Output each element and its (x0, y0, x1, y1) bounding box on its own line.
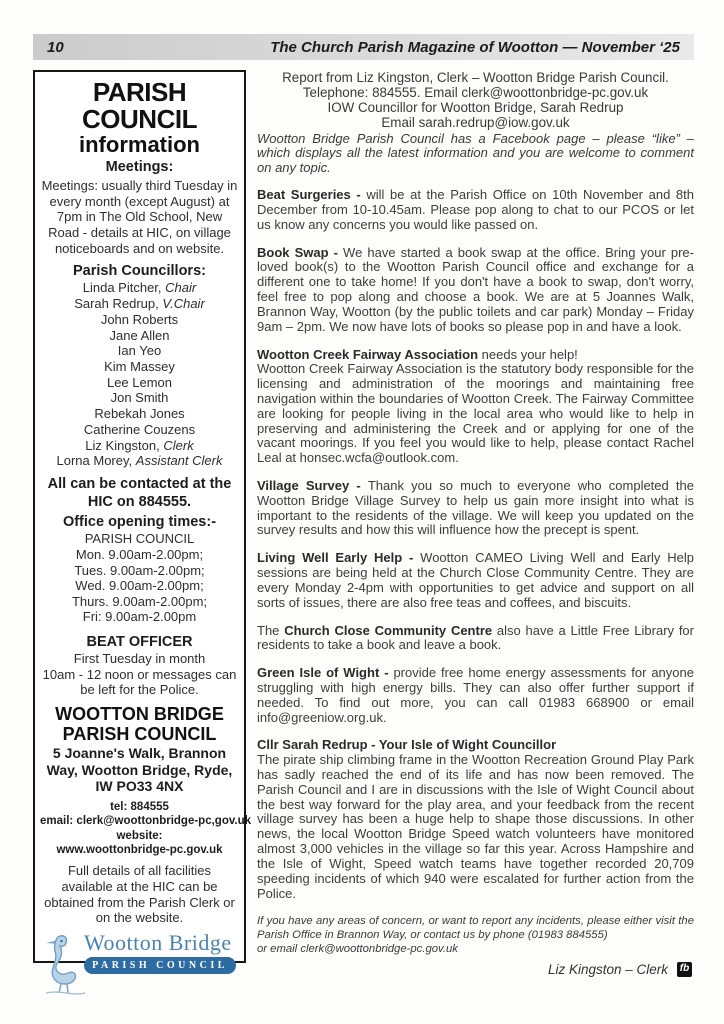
beat-officer-line: First Tuesday in month (73, 651, 206, 667)
section-living-well (257, 551, 694, 610)
councillors-heading: Parish Councillors: (73, 263, 206, 280)
footer-note-line2: or email clerk@woottonbridge-pc.gov.uk (257, 942, 458, 955)
section-cllr-redrup (257, 738, 694, 901)
org-website-label: website: (116, 829, 163, 842)
heron-icon (43, 931, 87, 1000)
org-tel: tel: 884555 (110, 800, 169, 813)
councillor-row: Lee Lemon (106, 374, 173, 390)
section-body: provide free home energy assessments for anyone struggling with high energy bills. They can also offer further support if needed. To find out more, you can call 01983 668900 or email info@greeniow.org.uk. (257, 665, 694, 725)
report-header-line: Email sarah.redrup@iow.gov.uk (381, 115, 570, 131)
facebook-note: Wootton Bridge Parish Council has a Facebook page – please “like” – which displays all the latest information and you are welcome to comment on any topic. (257, 130, 694, 175)
sidebar-title-line1: PARISH COUNCIL (82, 77, 197, 135)
beat-officer-heading: BEAT OFFICER (86, 633, 193, 650)
section-lead: Beat Surgeries - (257, 187, 367, 203)
report-header-line: Report from Liz Kingston, Clerk – Wootton Bridge Parish Council. (282, 70, 669, 85)
section-beat-surgeries (257, 188, 694, 232)
section-lead: Book Swap - (257, 244, 344, 260)
org-email: email: clerk@woottonbridge-pc,gov.uk (40, 815, 251, 828)
councillor-row: Ian Yeo (117, 343, 162, 359)
org-address: 5 Joanne's Walk, Brannon Way, Wootton Bridge, Ryde, IW PO33 4NX (46, 745, 233, 795)
parish-council-logo (40, 931, 239, 995)
section-fairway-association (257, 348, 694, 467)
section-green-isle (257, 666, 694, 725)
councillor-row: Lorna Morey, Assistant Clerk (56, 453, 223, 469)
section-book-swap (257, 246, 694, 335)
office-time-row: Fri: 9.00am-2.00pm (82, 609, 197, 625)
report-header-line: IOW Councillor for Wootton Bridge, Sarah Redrup (327, 100, 624, 116)
full-details-note: Full details of all facilities available at the HIC can be obtained from the Parish Clerk or on the website. (44, 863, 235, 926)
contact-note: All can be contacted at the HIC on 884555. (47, 476, 232, 511)
councillor-row: Linda Pitcher, Chair (82, 280, 197, 296)
org-name: WOOTTON BRIDGE PARISH COUNCIL (55, 703, 224, 744)
office-time-row: Mon. 9.00am-2.00pm; (75, 546, 204, 562)
section-heading-line: Wootton Creek Fairway Association needs your help! (257, 346, 578, 362)
section-village-survey (257, 479, 694, 538)
councillor-row: Liz Kingston, Clerk (85, 437, 194, 453)
councillor-row: Sarah Redrup, V.Chair (74, 296, 205, 312)
meetings-heading: Meetings: (105, 159, 174, 176)
footer-note-line1: If you have any areas of concern, or want to report any incidents, please either visit the Parish Office in Brannon Way, or contact us by phone (01983 884555) (257, 915, 694, 942)
page-number: 10 (47, 38, 64, 56)
section-body: Thank you so much to everyone who completed the Wootton Bridge Village Survey to help us gain more insight into what is important to the residents of the village. We will keep you updated on the survey results and how this will influence how the precept is spent. (257, 478, 694, 538)
office-time-row: Thurs. 9.00am-2.00pm; (71, 593, 208, 609)
signature-row (257, 962, 694, 977)
councillor-row: Jane Allen (109, 327, 170, 343)
section-community-centre: The Church Close Community Centre also have a Little Free Library for residents to take a book and leave a book. (257, 622, 694, 653)
sidebar-title-line2: information (79, 132, 200, 158)
councillor-row: John Roberts (100, 311, 179, 327)
section-heading: Cllr Sarah Redrup - Your Isle of Wight Councillor (257, 737, 557, 753)
office-label: PARISH COUNCIL (84, 531, 195, 547)
beat-officer-line: 10am - 12 noon or messages can be left for the Police. (42, 666, 237, 698)
report-column (257, 70, 694, 977)
section-lead: Green Isle of Wight - (257, 665, 394, 681)
councillor-row: Kim Massey (104, 358, 175, 374)
parish-council-info-box (33, 70, 251, 972)
section-body: The pirate ship climbing frame in the Wootton Recreation Ground Play Park has sadly reached the end of its life and has now been removed. The Parish Council and I are in discussions with the Isle of Wight Council about the best way forward for the play area, and your feedback from the recent village survey has been a huge help to shape those discussions. In other news, the local Wootton Bridge Speed watch volunteers have monitored almost 3,000 vehicles in the village so far this year. Across Hampshire and the Isle of Wight, Speed watch teams have together recorded 20,709 speeding incidents of which 940 were escalated for further action from the Police. (257, 752, 694, 901)
magazine-title: The Church Parish Magazine of Wootton — November ‘25 (270, 38, 680, 56)
councillor-row: Jon Smith (110, 390, 169, 406)
councillor-row: Rebekah Jones (94, 406, 185, 422)
section-body: We have started a book swap at the office. Bring your pre-loved book(s) to the Wootton Parish Council office and exchange for a different one to take home! If you don't have a book to swap, don't worry, feel free to pop along and choose a book. We are at 5 Joannes Walk, Brannon Way, Wootton (by the public toilets and car park) Monday – Friday 9am – 2pm. We now have lots of books so please pop in and have a look. (257, 244, 694, 334)
org-website: www.woottonbridge-pc.gov.uk (56, 844, 223, 857)
office-times-heading: Office opening times:- (62, 514, 217, 531)
logo-text-block (84, 931, 239, 974)
report-header-line: Telephone: 884555. Email clerk@woottonbridge-pc.gov.uk (302, 85, 649, 101)
meetings-text: Meetings: usually third Tuesday in every month (except August) at 7pm in The Old School, New Road - details at HIC, on village noticeboards and on website. (41, 178, 238, 256)
clerk-signature: Liz Kingston – Clerk (547, 961, 668, 977)
office-time-row: Wed. 9.00am-2.00pm; (75, 578, 204, 594)
report-header (257, 70, 694, 131)
office-time-row: Tues. 9.00am-2.00pm; (74, 562, 205, 578)
section-body: Wootton CAMEO Living Well and Early Help sessions are being held at the Church Close Community Centre. They are every Monday 2-4pm with opportunities to get advice and support on all sorts of issues, there are also free teas and coffees, and biscuits. (257, 550, 694, 610)
content-columns (33, 70, 694, 977)
logo-banner: PARISH COUNCIL (84, 957, 236, 974)
logo-name: Wootton Bridge (84, 929, 232, 955)
section-lead: Village Survey - (257, 478, 368, 494)
section-body: will be at the Parish Office on 10th November and 8th December from 10-10.45am. Please pop along to chat to our PCOS or let us know any concerns you would like passed on. (257, 187, 694, 232)
section-body: Wootton Creek Fairway Association is the statutory body responsible for the licensing and administration of the moorings and maintaining free navigation within the boundaries of Wootton Creek. The Fairway Committee are looking for people living in the local area who would like to help in preserving and administering the Creek and or applying for one of the vacant moorings. If you feel you would like to help, please contact Rachel Leal at honsec.wcfa@outlook.com. (257, 361, 694, 466)
section-lead: Living Well Early Help - (257, 550, 421, 566)
councillor-row: Catherine Couzens (83, 421, 196, 437)
page-header-bar (33, 34, 694, 60)
facebook-icon: fb (677, 962, 692, 977)
